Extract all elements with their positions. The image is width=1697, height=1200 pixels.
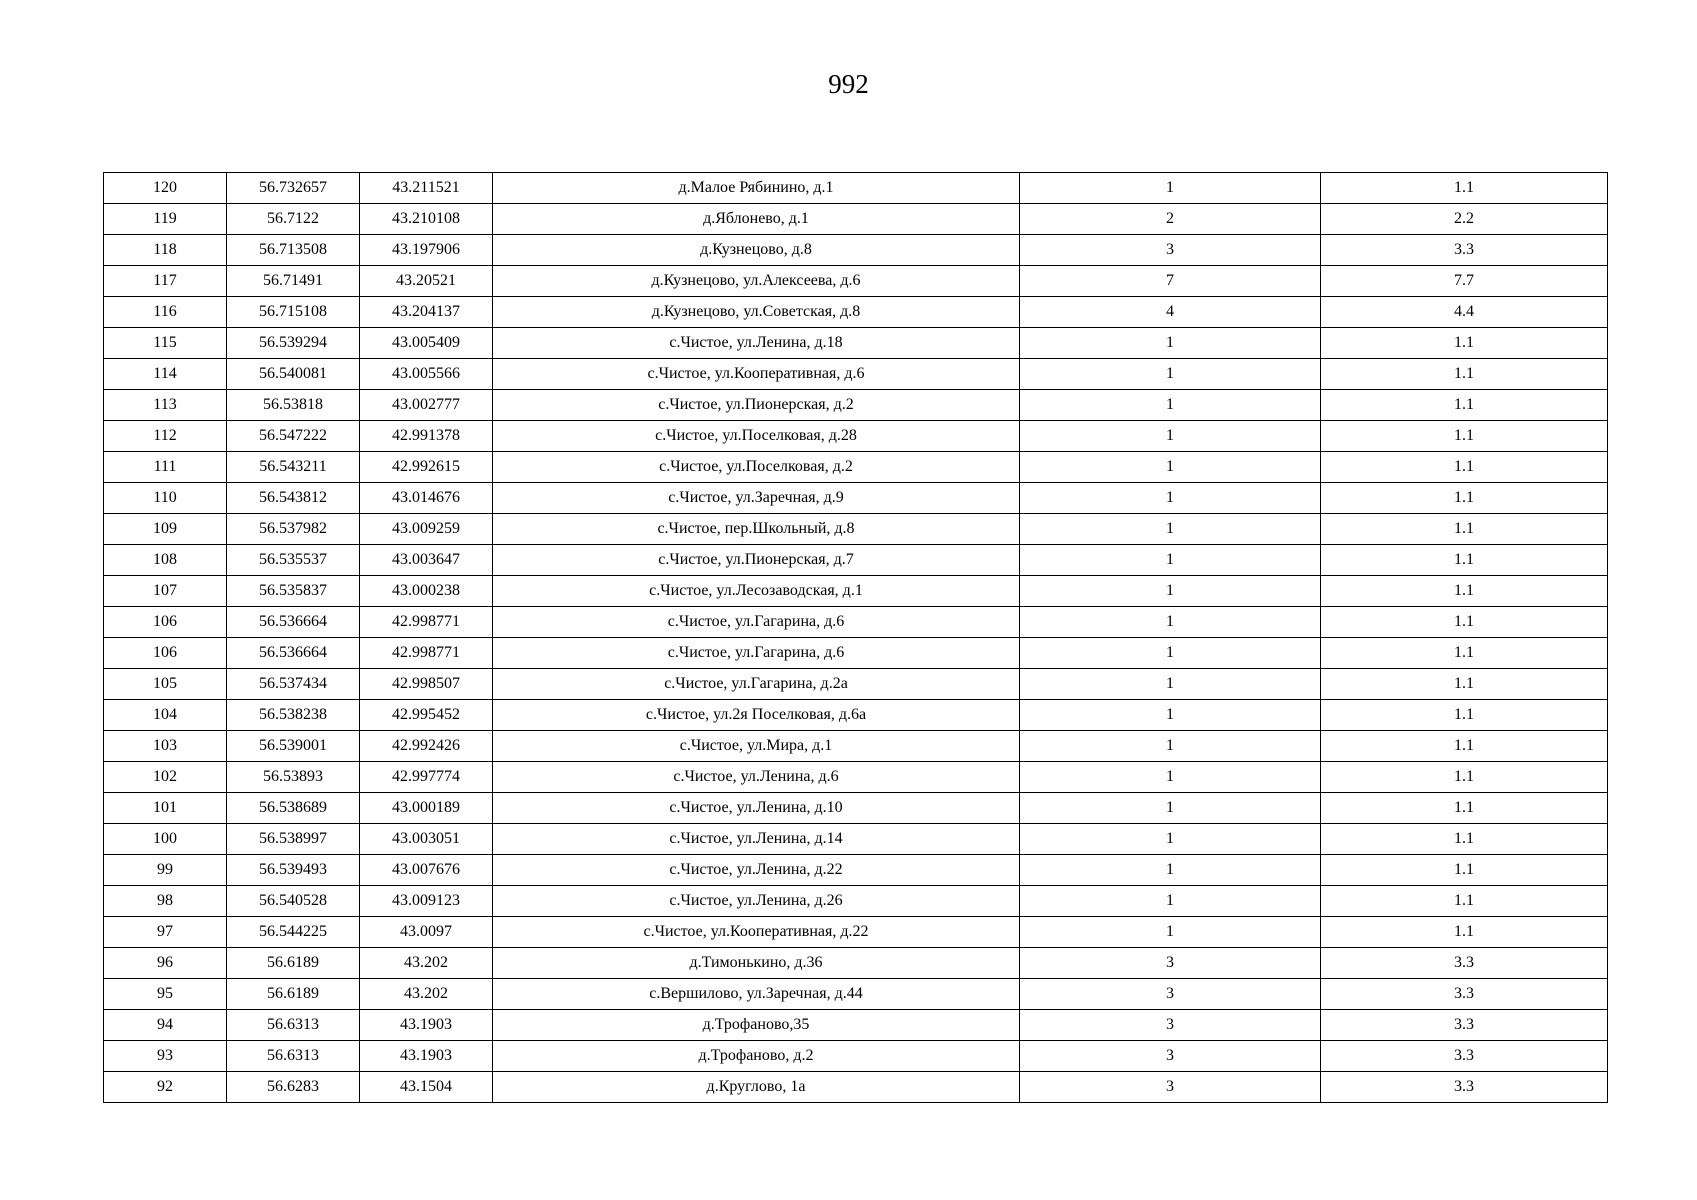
address-cell: с.Чистое, ул.Ленина, д.6 xyxy=(493,762,1020,793)
volume-cell: 1.1 xyxy=(1321,638,1608,669)
row-number-cell: 109 xyxy=(104,514,227,545)
longitude-cell: 43.007676 xyxy=(360,855,493,886)
longitude-cell: 42.998771 xyxy=(360,607,493,638)
latitude-cell: 56.538997 xyxy=(227,824,360,855)
count-cell: 1 xyxy=(1020,886,1321,917)
count-cell: 3 xyxy=(1020,979,1321,1010)
count-cell: 3 xyxy=(1020,948,1321,979)
count-cell: 2 xyxy=(1020,204,1321,235)
latitude-cell: 56.6313 xyxy=(227,1041,360,1072)
latitude-cell: 56.538238 xyxy=(227,700,360,731)
longitude-cell: 43.005409 xyxy=(360,328,493,359)
latitude-cell: 56.539294 xyxy=(227,328,360,359)
volume-cell: 1.1 xyxy=(1321,359,1608,390)
count-cell: 1 xyxy=(1020,700,1321,731)
table-row xyxy=(104,607,1608,638)
address-cell: с.Чистое, ул.Кооперативная, д.22 xyxy=(493,917,1020,948)
latitude-cell: 56.539001 xyxy=(227,731,360,762)
table-row xyxy=(104,886,1608,917)
longitude-cell: 42.991378 xyxy=(360,421,493,452)
longitude-cell: 43.000238 xyxy=(360,576,493,607)
count-cell: 4 xyxy=(1020,297,1321,328)
table-row xyxy=(104,669,1608,700)
row-number-cell: 93 xyxy=(104,1041,227,1072)
count-cell: 1 xyxy=(1020,390,1321,421)
latitude-cell: 56.53818 xyxy=(227,390,360,421)
row-number-cell: 104 xyxy=(104,700,227,731)
longitude-cell: 43.1903 xyxy=(360,1010,493,1041)
address-cell: с.Чистое, ул.Пионерская, д.7 xyxy=(493,545,1020,576)
address-cell: д.Круглово, 1а xyxy=(493,1072,1020,1103)
address-cell: с.Чистое, ул.Гагарина, д.6 xyxy=(493,638,1020,669)
row-number-cell: 98 xyxy=(104,886,227,917)
volume-cell: 1.1 xyxy=(1321,793,1608,824)
address-cell: с.Чистое, ул.Гагарина, д.6 xyxy=(493,607,1020,638)
table-row xyxy=(104,948,1608,979)
row-number-cell: 112 xyxy=(104,421,227,452)
table-row xyxy=(104,421,1608,452)
table-row xyxy=(104,359,1608,390)
row-number-cell: 111 xyxy=(104,452,227,483)
volume-cell: 2.2 xyxy=(1321,204,1608,235)
latitude-cell: 56.713508 xyxy=(227,235,360,266)
count-cell: 1 xyxy=(1020,669,1321,700)
table-row xyxy=(104,545,1608,576)
longitude-cell: 42.997774 xyxy=(360,762,493,793)
longitude-cell: 42.992426 xyxy=(360,731,493,762)
table-row xyxy=(104,824,1608,855)
latitude-cell: 56.543211 xyxy=(227,452,360,483)
row-number-cell: 92 xyxy=(104,1072,227,1103)
row-number-cell: 119 xyxy=(104,204,227,235)
latitude-cell: 56.547222 xyxy=(227,421,360,452)
count-cell: 1 xyxy=(1020,576,1321,607)
row-number-cell: 99 xyxy=(104,855,227,886)
latitude-cell: 56.543812 xyxy=(227,483,360,514)
longitude-cell: 43.202 xyxy=(360,948,493,979)
latitude-cell: 56.71491 xyxy=(227,266,360,297)
count-cell: 1 xyxy=(1020,917,1321,948)
table-row xyxy=(104,452,1608,483)
latitude-cell: 56.544225 xyxy=(227,917,360,948)
address-cell: с.Чистое, ул.Мира, д.1 xyxy=(493,731,1020,762)
volume-cell: 1.1 xyxy=(1321,731,1608,762)
longitude-cell: 43.009259 xyxy=(360,514,493,545)
address-cell: д.Яблонево, д.1 xyxy=(493,204,1020,235)
table-row xyxy=(104,762,1608,793)
address-cell: с.Чистое, ул.2я Поселковая, д.6а xyxy=(493,700,1020,731)
row-number-cell: 110 xyxy=(104,483,227,514)
table-row xyxy=(104,1041,1608,1072)
latitude-cell: 56.715108 xyxy=(227,297,360,328)
address-cell: с.Чистое, ул.Лесозаводская, д.1 xyxy=(493,576,1020,607)
row-number-cell: 117 xyxy=(104,266,227,297)
count-cell: 1 xyxy=(1020,452,1321,483)
latitude-cell: 56.537982 xyxy=(227,514,360,545)
table-row xyxy=(104,328,1608,359)
count-cell: 1 xyxy=(1020,514,1321,545)
table-row xyxy=(104,483,1608,514)
count-cell: 1 xyxy=(1020,638,1321,669)
address-cell: с.Чистое, ул.Ленина, д.26 xyxy=(493,886,1020,917)
count-cell: 3 xyxy=(1020,1072,1321,1103)
volume-cell: 1.1 xyxy=(1321,421,1608,452)
volume-cell: 1.1 xyxy=(1321,855,1608,886)
latitude-cell: 56.6189 xyxy=(227,979,360,1010)
longitude-cell: 43.003051 xyxy=(360,824,493,855)
table-row xyxy=(104,390,1608,421)
longitude-cell: 43.197906 xyxy=(360,235,493,266)
volume-cell: 1.1 xyxy=(1321,390,1608,421)
table-row xyxy=(104,917,1608,948)
row-number-cell: 113 xyxy=(104,390,227,421)
volume-cell: 1.1 xyxy=(1321,483,1608,514)
latitude-cell: 56.540081 xyxy=(227,359,360,390)
count-cell: 1 xyxy=(1020,359,1321,390)
row-number-cell: 105 xyxy=(104,669,227,700)
address-cell: д.Кузнецово, ул.Алексеева, д.6 xyxy=(493,266,1020,297)
longitude-cell: 43.1504 xyxy=(360,1072,493,1103)
longitude-cell: 43.204137 xyxy=(360,297,493,328)
address-cell: с.Чистое, ул.Ленина, д.18 xyxy=(493,328,1020,359)
table-row xyxy=(104,638,1608,669)
volume-cell: 1.1 xyxy=(1321,886,1608,917)
table-row xyxy=(104,235,1608,266)
row-number-cell: 97 xyxy=(104,917,227,948)
address-cell: с.Чистое, ул.Пионерская, д.2 xyxy=(493,390,1020,421)
longitude-cell: 43.000189 xyxy=(360,793,493,824)
volume-cell: 7.7 xyxy=(1321,266,1608,297)
address-cell: с.Чистое, ул.Ленина, д.10 xyxy=(493,793,1020,824)
address-cell: с.Чистое, ул.Гагарина, д.2а xyxy=(493,669,1020,700)
count-cell: 1 xyxy=(1020,545,1321,576)
volume-cell: 3.3 xyxy=(1321,1041,1608,1072)
longitude-cell: 43.211521 xyxy=(360,173,493,204)
count-cell: 7 xyxy=(1020,266,1321,297)
volume-cell: 1.1 xyxy=(1321,607,1608,638)
latitude-cell: 56.538689 xyxy=(227,793,360,824)
address-cell: д.Кузнецово, д.8 xyxy=(493,235,1020,266)
row-number-cell: 94 xyxy=(104,1010,227,1041)
table-row xyxy=(104,297,1608,328)
count-cell: 1 xyxy=(1020,855,1321,886)
volume-cell: 4.4 xyxy=(1321,297,1608,328)
table-row xyxy=(104,514,1608,545)
count-cell: 1 xyxy=(1020,793,1321,824)
longitude-cell: 43.003647 xyxy=(360,545,493,576)
table-row xyxy=(104,731,1608,762)
address-cell: д.Малое Рябинино, д.1 xyxy=(493,173,1020,204)
count-cell: 1 xyxy=(1020,328,1321,359)
latitude-cell: 56.535537 xyxy=(227,545,360,576)
volume-cell: 3.3 xyxy=(1321,1072,1608,1103)
longitude-cell: 43.210108 xyxy=(360,204,493,235)
volume-cell: 3.3 xyxy=(1321,979,1608,1010)
latitude-cell: 56.53893 xyxy=(227,762,360,793)
latitude-cell: 56.7122 xyxy=(227,204,360,235)
count-cell: 1 xyxy=(1020,173,1321,204)
latitude-cell: 56.536664 xyxy=(227,638,360,669)
table-row xyxy=(104,793,1608,824)
count-cell: 1 xyxy=(1020,824,1321,855)
row-number-cell: 100 xyxy=(104,824,227,855)
longitude-cell: 43.20521 xyxy=(360,266,493,297)
address-cell: д.Трофаново,35 xyxy=(493,1010,1020,1041)
longitude-cell: 43.0097 xyxy=(360,917,493,948)
latitude-cell: 56.536664 xyxy=(227,607,360,638)
address-cell: с.Чистое, ул.Ленина, д.22 xyxy=(493,855,1020,886)
table-body xyxy=(104,173,1608,1103)
longitude-cell: 42.998771 xyxy=(360,638,493,669)
address-cell: д.Кузнецово, ул.Советская, д.8 xyxy=(493,297,1020,328)
address-cell: с.Чистое, ул.Поселковая, д.28 xyxy=(493,421,1020,452)
count-cell: 1 xyxy=(1020,731,1321,762)
volume-cell: 3.3 xyxy=(1321,948,1608,979)
longitude-cell: 43.1903 xyxy=(360,1041,493,1072)
address-cell: с.Чистое, ул.Кооперативная, д.6 xyxy=(493,359,1020,390)
table-row xyxy=(104,1072,1608,1103)
table-row xyxy=(104,979,1608,1010)
latitude-cell: 56.6283 xyxy=(227,1072,360,1103)
volume-cell: 1.1 xyxy=(1321,700,1608,731)
table-row xyxy=(104,576,1608,607)
row-number-cell: 103 xyxy=(104,731,227,762)
row-number-cell: 101 xyxy=(104,793,227,824)
row-number-cell: 102 xyxy=(104,762,227,793)
count-cell: 1 xyxy=(1020,762,1321,793)
longitude-cell: 43.009123 xyxy=(360,886,493,917)
count-cell: 3 xyxy=(1020,1041,1321,1072)
latitude-cell: 56.6313 xyxy=(227,1010,360,1041)
volume-cell: 1.1 xyxy=(1321,917,1608,948)
volume-cell: 1.1 xyxy=(1321,762,1608,793)
latitude-cell: 56.732657 xyxy=(227,173,360,204)
volume-cell: 3.3 xyxy=(1321,235,1608,266)
table-row xyxy=(104,855,1608,886)
longitude-cell: 43.014676 xyxy=(360,483,493,514)
page-number: 992 xyxy=(828,69,869,99)
volume-cell: 3.3 xyxy=(1321,1010,1608,1041)
longitude-cell: 43.002777 xyxy=(360,390,493,421)
row-number-cell: 96 xyxy=(104,948,227,979)
row-number-cell: 106 xyxy=(104,607,227,638)
row-number-cell: 114 xyxy=(104,359,227,390)
volume-cell: 1.1 xyxy=(1321,328,1608,359)
volume-cell: 1.1 xyxy=(1321,452,1608,483)
volume-cell: 1.1 xyxy=(1321,669,1608,700)
longitude-cell: 42.998507 xyxy=(360,669,493,700)
table-row xyxy=(104,700,1608,731)
row-number-cell: 116 xyxy=(104,297,227,328)
address-cell: с.Чистое, ул.Поселковая, д.2 xyxy=(493,452,1020,483)
table-row xyxy=(104,173,1608,204)
address-cell: с.Чистое, ул.Заречная, д.9 xyxy=(493,483,1020,514)
data-table xyxy=(103,172,1608,1103)
row-number-cell: 106 xyxy=(104,638,227,669)
address-cell: д.Тимонькино, д.36 xyxy=(493,948,1020,979)
latitude-cell: 56.535837 xyxy=(227,576,360,607)
volume-cell: 1.1 xyxy=(1321,173,1608,204)
latitude-cell: 56.537434 xyxy=(227,669,360,700)
address-cell: с.Чистое, ул.Ленина, д.14 xyxy=(493,824,1020,855)
count-cell: 3 xyxy=(1020,1010,1321,1041)
longitude-cell: 43.005566 xyxy=(360,359,493,390)
latitude-cell: 56.6189 xyxy=(227,948,360,979)
row-number-cell: 107 xyxy=(104,576,227,607)
table-row xyxy=(104,266,1608,297)
table-row xyxy=(104,204,1608,235)
address-cell: с.Чистое, пер.Школьный, д.8 xyxy=(493,514,1020,545)
count-cell: 1 xyxy=(1020,483,1321,514)
longitude-cell: 43.202 xyxy=(360,979,493,1010)
row-number-cell: 95 xyxy=(104,979,227,1010)
longitude-cell: 42.992615 xyxy=(360,452,493,483)
row-number-cell: 108 xyxy=(104,545,227,576)
latitude-cell: 56.540528 xyxy=(227,886,360,917)
latitude-cell: 56.539493 xyxy=(227,855,360,886)
count-cell: 1 xyxy=(1020,607,1321,638)
volume-cell: 1.1 xyxy=(1321,545,1608,576)
volume-cell: 1.1 xyxy=(1321,576,1608,607)
volume-cell: 1.1 xyxy=(1321,514,1608,545)
count-cell: 1 xyxy=(1020,421,1321,452)
address-cell: д.Трофаново, д.2 xyxy=(493,1041,1020,1072)
longitude-cell: 42.995452 xyxy=(360,700,493,731)
row-number-cell: 118 xyxy=(104,235,227,266)
row-number-cell: 120 xyxy=(104,173,227,204)
table-row xyxy=(104,1010,1608,1041)
volume-cell: 1.1 xyxy=(1321,824,1608,855)
row-number-cell: 115 xyxy=(104,328,227,359)
count-cell: 3 xyxy=(1020,235,1321,266)
address-cell: с.Вершилово, ул.Заречная, д.44 xyxy=(493,979,1020,1010)
